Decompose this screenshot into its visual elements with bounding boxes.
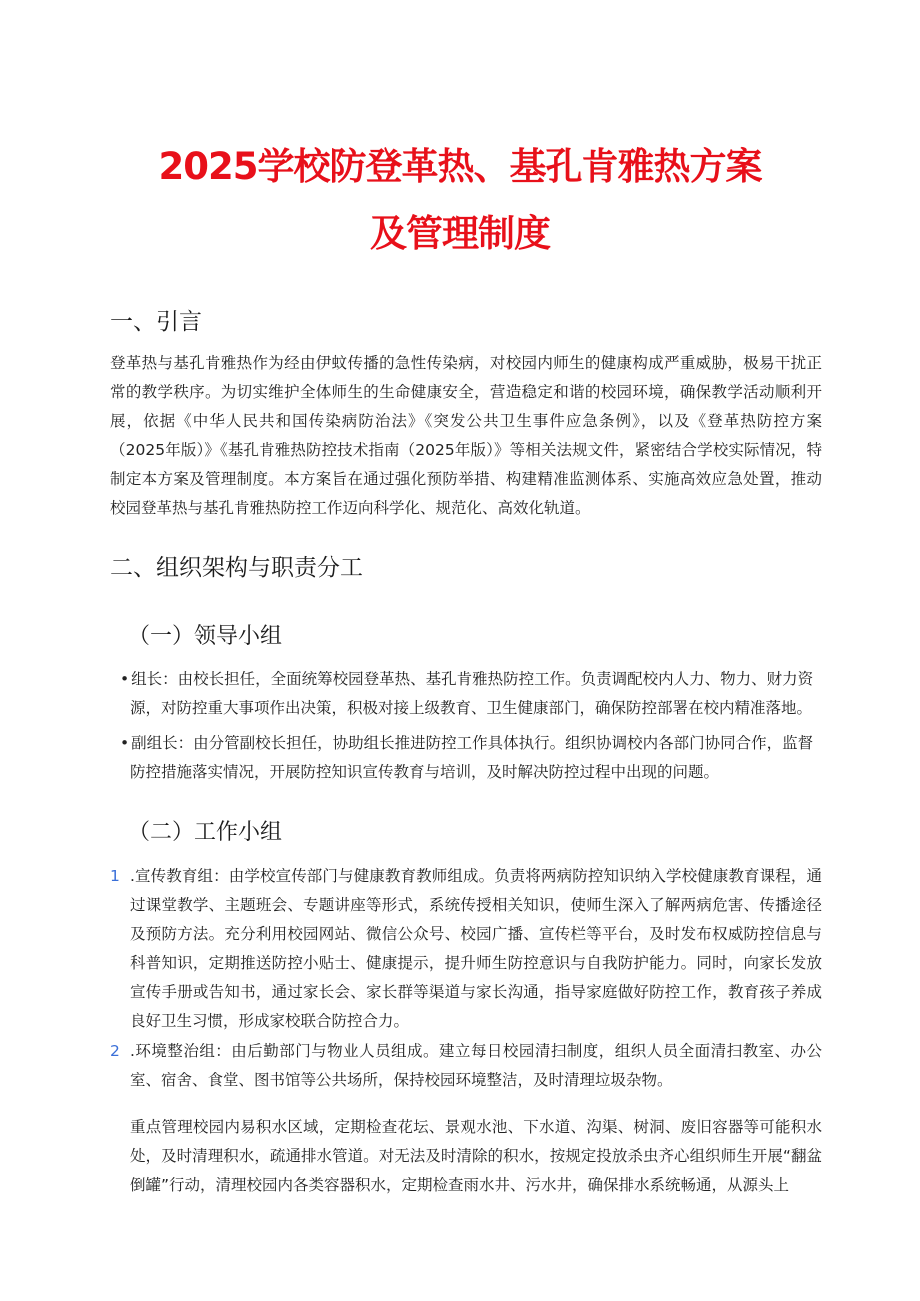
bullet-item-deputy-leader (110, 729, 822, 787)
subsection-heading-leadership: （一）领导小组 (128, 624, 283, 649)
bullet-text: 副组长：由分管副校长担任，协助组长推进防控工作具体执行。组织协调校内各部门协同合作，监督防控措施落实情况，开展防控知识宣传教育与培训，及时解决防控过程中出现的问题。 (130, 734, 814, 781)
item-number: 2 (110, 1042, 120, 1060)
section-heading-introduction: 一、引言 (110, 309, 202, 335)
document-title-line1: 2025学校防登革热、基孔肯雅热方案 (158, 145, 762, 188)
bullet-dot: • (120, 734, 130, 752)
bullet-item-leader (110, 665, 822, 723)
introduction-paragraph: 登革热与基孔肯雅热作为经由伊蚊传播的急性传染病，对校园内师生的健康构成严重威胁，极易干扰正常的教学秩序。为切实维护全体师生的生命健康安全，营造稳定和谐的校园环境，确保教学活动顺利开展，依据《中华人民共和国传染病防治法》《突发公共卫生事件应急条例》，以及《登革热防控方案（2025年版）》《基孔肯雅热防控技术指南（2025年版）》等相关法规文件，紧密结合学校实际情况，特制定本方案及管理制度。本方案旨在通过强化预防举措、构建精准监测体系、实施高效应急处置，推动校园登革热与基孔肯雅热防控工作迈向科学化、规范化、高效化轨道。 (110, 354, 822, 517)
bullet-dot: • (120, 670, 130, 688)
subsection-heading-working-groups: （二）工作小组 (128, 820, 283, 845)
section-heading-organization: 二、组织架构与职责分工 (110, 555, 363, 581)
item-text: .环境整治组：由后勤部门与物业人员组成。建立每日校园清扫制度，组织人员全面清扫教室、办公室、宿舍、食堂、图书馆等公共场所，保持校园环境整洁，及时清理垃圾杂物。 (130, 1042, 822, 1089)
numbered-item-publicity-group (110, 862, 822, 1036)
numbered-item-environment-group (110, 1037, 822, 1095)
item-text: .宣传教育组：由学校宣传部门与健康教育教师组成。负责将两病防控知识纳入学校健康教育课程，通过课堂教学、主题班会、专题讲座等形式，系统传授相关知识，使师生深入了解两病危害、传播途径及预防方法。充分利用校园网站、微信公众号、校园广播、宣传栏等平台，及时发布权威防控信息与科普知识，定期推送防控小贴士、健康提示，提升师生防控意识与自我防护能力。同时，向家长发放宣传手册或告知书，通过家长会、家长群等渠道与家长沟通，指导家庭做好防控工作，教育孩子养成良好卫生习惯，形成家校联合防控合力。 (130, 867, 822, 1030)
environment-group-continuation: 重点管理校园内易积水区域，定期检查花坛、景观水池、下水道、沟渠、树洞、废旧容器等可能积水处，及时清理积水，疏通排水管道。对无法及时清除的积水，按规定投放杀虫齐心组织师生开展“翻盆倒罐”行动，清理校园内各类容器积水，定期检查雨水井、污水井，确保排水系统畅通，从源头上 (130, 1118, 822, 1194)
item-number: 1 (110, 867, 120, 885)
bullet-text: 组长：由校长担任，全面统筹校园登革热、基孔肯雅热防控工作。负责调配校内人力、物力、财力资源，对防控重大事项作出决策，积极对接上级教育、卫生健康部门，确保防控部署在校内精准落地。 (130, 670, 814, 717)
document-title-line2: 及管理制度 (370, 212, 550, 255)
